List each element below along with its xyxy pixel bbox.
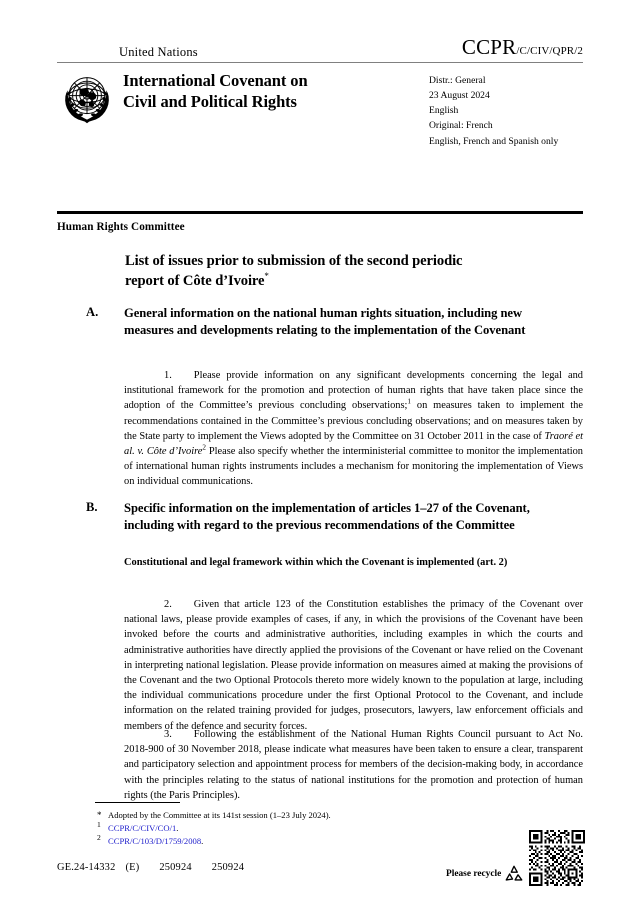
recycle-icon [503,864,525,884]
section-b [86,500,556,535]
job-date-code-2: 250924 [211,862,245,873]
footnote-list [97,809,517,848]
job-number [57,862,244,873]
paragraph-3 [124,727,583,803]
recycle-notice [446,864,525,884]
footnote-2-period: . [201,836,204,847]
paragraph-2 [124,597,583,734]
paragraph-2-number: 2. [164,599,172,610]
paragraph-1-text-a: Please provide information on any significant developments concerning the legal and institutional framework for the promotion and protection of human rights that have taken place since the adoption of the Committee’s previous concluding observations; [124,370,583,412]
footnote-separator [95,802,180,803]
footnote-1-period: . [176,823,179,834]
section-b-heading: Specific information on the implementation of articles 1–27 of the Covenant, including with regard to the previous recommendations of the Committee [124,501,530,533]
page-title [125,252,525,291]
page-title-line-2: report of Côte d’Ivoire [125,273,265,290]
section-a [86,305,556,340]
qr-code[interactable] [529,830,585,886]
section-b-letter: B. [86,500,98,514]
covenant-title-line-1: International Covenant on [123,71,308,90]
section-a-letter: A. [86,305,99,319]
title-footnote-marker: * [264,271,269,282]
paragraph-1-text-c: Please also specify whether the interministerial committee to monitor the implementation of international human rights instruments includes a mechanism for monitoring the implementation of Views on individual communications. [124,445,583,488]
paragraph-3-number: 3. [164,729,172,740]
paragraph-1-footnote-ref-1: 1 [407,397,411,406]
footnote-1: 1 CCPR/C/CIV/CO/1. [97,820,179,834]
covenant-title-line-2: Civil and Political Rights [123,92,297,112]
header-body [57,68,583,149]
distribution-line: Distr.: General [429,75,486,86]
footnote-star [97,809,517,822]
job-date-code-1: 250924 [159,862,192,873]
committee-name: Human Rights Committee [57,221,185,233]
paragraph-1 [124,368,583,490]
organization-name: United Nations [119,44,198,59]
masthead-top-row [57,36,583,58]
distribution-original: Original: French [429,120,493,132]
masthead [57,36,583,58]
distribution-language: English [429,105,459,117]
subheading-constitutional-framework: Constitutional and legal framework within which the Covenant is implemented (art. 2) [124,557,508,568]
job-number-value: GE.24-14332 [57,862,116,873]
document-symbol [462,37,583,58]
footnote-2: 2 CCPR/C/103/D/1759/2008. [97,833,204,847]
covenant-title [123,68,423,149]
page-title-line-1: List of issues prior to submission of the second periodic [125,253,463,269]
section-a-heading: General information on the national human rights situation, including new measures and developments relating to the implementation of the Covenant [124,306,526,338]
paragraph-2-text: Given that article 123 of the Constitution establishes the primacy of the Covenant over national laws, please provide examples of cases, if any, in which the provisions of the Covenant have been invoked before the courts and administrative authorities, including examples in which the courts and administrative authorities have directly applied the provisions of the Covenant or have relied on the Covenant in interpreting national legislation. Please provide information on measures aimed at making the provisions of the Covenant and the two Optional Protocols thereto more widely known to the population at large, including the individual communications procedure under the first Optional Protocol to the Covenant, and include information on the related training provided for judges, prosecutors, lawyers, law enforcement officials and members of the defence and security forces. [124,599,583,732]
paragraph-1-number: 1. [164,370,172,381]
recycle-label: Please recycle [446,869,502,879]
footnote-1-link[interactable]: CCPR/C/CIV/CO/1 [108,823,177,834]
document-symbol-prefix: CCPR [461,35,517,59]
footnote-star-marker: * [97,810,102,820]
distribution-date: 23 August 2024 [429,90,490,102]
job-language-code: (E) [125,862,140,873]
un-emblem-icon [57,68,117,128]
header-divider-thin [57,62,583,63]
paragraph-1-text-b: on measures taken to implement the recommendations contained in the Committee’s previous concluding observations; and on measures taken by the State party to implement the Views adopted by the Committee on 31 October 2011 in the case of [124,400,583,442]
header-divider-thick [57,211,583,214]
footnote-2-link[interactable]: CCPR/C/103/D/1759/2008 [108,836,202,847]
distribution-availability: English, French and Spanish only [429,135,559,147]
distribution-block [423,68,583,149]
paragraph-1-case-name: Traoré et al. v. Côte d’Ivoire [124,430,583,457]
footnote-star-text: Adopted by the Committee at its 141st session (1–23 July 2024). [108,810,331,820]
document-symbol-suffix: /C/CIV/QPR/2 [516,45,583,57]
paragraph-3-text: Following the establishment of the National Human Rights Council pursuant to Act No. 2018-900 of 30 November 2018, please indicate what measures have been taken to ensure a clear, transparent and participatory selection and appointment process for members of the decision-making body, in accordance with the principles relating to the status of national institutions for the promotion and protection of human rights (the Paris Principles). [124,729,583,801]
paragraph-1-footnote-ref-2: 2 [202,443,206,452]
